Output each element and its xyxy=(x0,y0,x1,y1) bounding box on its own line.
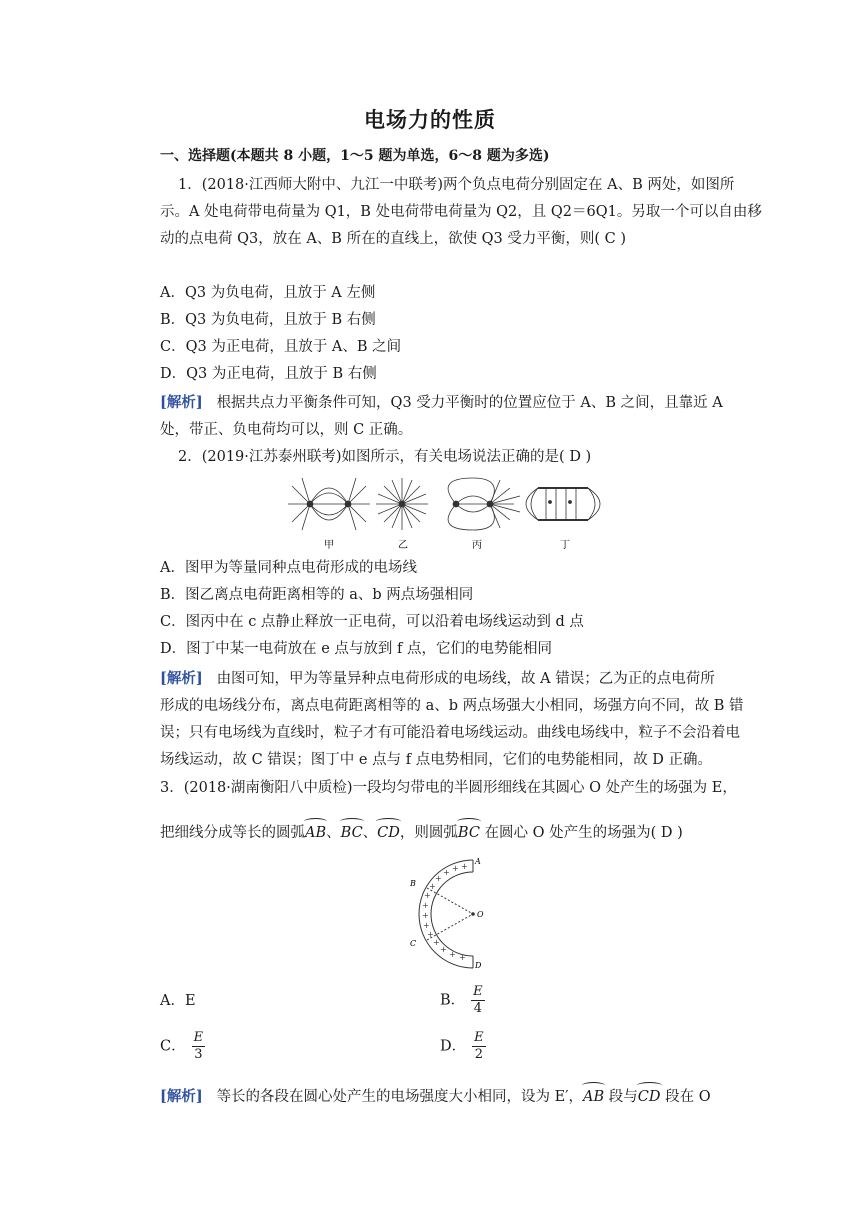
fraction-e-over-3 xyxy=(192,1030,206,1063)
figure-label-ding: 丁 xyxy=(560,540,570,551)
svg-text:+: + xyxy=(459,953,466,962)
figure-label-bing: 丙 xyxy=(472,540,482,551)
q3-option-c xyxy=(160,1030,205,1063)
q3-analysis-line-1 xyxy=(160,1086,711,1108)
svg-text:+: + xyxy=(435,874,442,883)
q3-analysis-text-b: 段与 xyxy=(608,1089,638,1105)
arc-bc: BC xyxy=(341,822,363,844)
svg-text:+: + xyxy=(433,938,440,947)
figure-label-yi: 乙 xyxy=(398,540,408,551)
denominator: 4 xyxy=(473,1001,483,1016)
numerator: E xyxy=(474,1030,484,1045)
q2-option-a: A．图甲为等量同种点电荷形成的电场线 xyxy=(160,560,417,576)
q1-line-2: 示。A 处电荷带电荷量为 Q1，B 处电荷带电荷量为 Q2，且 Q2＝6Q1。另取一个可以自由移 xyxy=(160,204,762,220)
arc-ab: AB xyxy=(305,822,326,844)
svg-text:+: + xyxy=(461,862,468,871)
svg-text:+: + xyxy=(424,891,431,900)
svg-text:+: + xyxy=(427,930,434,939)
numerator: E xyxy=(473,984,483,999)
q2-analysis-text-1: 由图可知，甲为等量异种点电荷形成的电场线，故 A 错误；乙为正的点电荷所 xyxy=(216,671,715,687)
q2-analysis-line-4: 场线运动，故 C 错误；图丁中 e 点与 f 点电势相同，它们的电势能相同，故 D 正确。 xyxy=(160,752,713,768)
arc-ab-2: AB xyxy=(583,1086,604,1108)
q3-option-d xyxy=(440,1030,486,1063)
q2-analysis-line-2: 形成的电场线分布，离点电荷距离相等的 a、b 两点场强大小相同，场强方向不同，故 B 错 xyxy=(160,698,744,714)
q1-analysis-text-1: 根据共点力平衡条件可知，Q3 受力平衡时的位置应位于 A、B 之间，且靠近 A xyxy=(216,395,723,411)
arc-bc-2: BC xyxy=(458,822,480,844)
q2-field-line-figure xyxy=(284,472,604,552)
q3-option-c-label: C． xyxy=(160,1038,186,1055)
q1-option-b: B．Q3 为负电荷，且放于 B 右侧 xyxy=(160,312,376,328)
section-heading: 一、选择题(本题共 8 小题，1～5 题为单选，6～8 题为多选) xyxy=(160,148,550,164)
q3-option-b xyxy=(440,984,485,1017)
q2-option-c: C．图丙中在 c 点静止释放一正电荷，可以沿着电场线运动到 d 点 xyxy=(160,614,584,630)
denominator: 2 xyxy=(474,1047,484,1062)
svg-text:+: + xyxy=(443,868,450,877)
figure-ding xyxy=(526,488,600,520)
q3-analysis-label: [解析] xyxy=(160,1088,203,1105)
svg-text:+: + xyxy=(422,911,429,920)
q1-line-1: 1．(2018·江西师大附中、九江一中联考)两个负点电荷分别固定在 A、B 两处，如图所 xyxy=(178,177,735,193)
q3-line-2: 把细线分成等长的圆弧AB、BC、CD，则圆弧BC 在圆心 O 处产生的场强为( D ) xyxy=(160,822,683,844)
figure-jia xyxy=(288,478,370,530)
q3-analysis-text-a: 等长的各段在圆心处产生的电场强度大小相同，设为 E′， xyxy=(216,1089,584,1105)
label-c: C xyxy=(410,939,417,948)
q3-line-2-text-a: 把细线分成等长的圆弧 xyxy=(160,825,305,841)
svg-text:+: + xyxy=(449,950,456,959)
svg-text:+: + xyxy=(452,864,459,873)
figure-label-jia: 甲 xyxy=(324,540,334,551)
q1-option-d: D．Q3 为正电荷，且放于 B 右侧 xyxy=(160,366,377,382)
figure-yi xyxy=(376,478,428,530)
svg-text:+: + xyxy=(440,945,447,954)
q2-analysis-line-3: 误；只有电场线为直线时，粒子才有可能沿着电场线运动。曲线电场线中，粒子不会沿着电 xyxy=(160,725,740,741)
q1-analysis-line-1 xyxy=(160,392,723,414)
q1-option-a: A．Q3 为负电荷，且放于 A 左侧 xyxy=(160,285,376,301)
svg-text:+: + xyxy=(423,921,430,930)
q1-line-3: 动的点电荷 Q3，放在 A、B 所在的直线上，欲使 Q3 受力平衡，则( C ) xyxy=(160,231,627,247)
label-a: A xyxy=(475,857,481,866)
q2-analysis-label: [解析] xyxy=(160,670,203,687)
q3-analysis-text-c: 段在 O xyxy=(665,1089,711,1105)
arc-cd: CD xyxy=(377,822,400,844)
arc-cd-2: CD xyxy=(638,1086,661,1108)
denominator: 3 xyxy=(194,1047,203,1062)
q3-line-2-text-b: ，则圆弧 xyxy=(399,825,458,841)
page-title: 电场力的性质 xyxy=(364,107,496,132)
q3-option-a: A．E xyxy=(160,993,196,1009)
q1-analysis-label: [解析] xyxy=(160,394,203,411)
numerator: E xyxy=(193,1030,204,1045)
svg-text:+: + xyxy=(429,882,436,891)
q2-option-d: D．图丁中某一电荷放在 e 点与放到 f 点，它们的电势能相同 xyxy=(160,641,553,657)
q3-line-1: 3．(2018·湖南衡阳八中质检)一段均匀带电的半圆形细线在其圆心 O 处产生的场强为 E， xyxy=(160,780,737,796)
label-b: B xyxy=(410,879,416,888)
plus-signs xyxy=(422,862,468,962)
label-o: O xyxy=(477,910,484,919)
label-d: D xyxy=(475,961,482,970)
q3-option-d-label: D． xyxy=(440,1038,467,1055)
q1-option-c: C．Q3 为正电荷，且放于 A、B 之间 xyxy=(160,339,402,355)
q3-line-2-text-c: 在圆心 O 处产生的场强为( D ) xyxy=(484,825,683,841)
q3-option-b-label: B． xyxy=(440,992,466,1009)
svg-text:+: + xyxy=(422,901,429,910)
fraction-e-over-2 xyxy=(472,1030,486,1063)
q2-analysis-line-1 xyxy=(160,668,715,690)
q3-semicircle-figure xyxy=(400,854,500,974)
figure-bing xyxy=(448,478,520,530)
q1-analysis-line-2: 处，带正、负电荷均可以，则 C 正确。 xyxy=(160,422,413,438)
q2-option-b: B．图乙离点电荷距离相等的 a、b 两点场强相同 xyxy=(160,587,474,603)
fraction-e-over-4 xyxy=(471,984,485,1017)
q2-line-1: 2．(2019·江苏泰州联考)如图所示，有关电场说法正确的是( D ) xyxy=(178,449,592,465)
